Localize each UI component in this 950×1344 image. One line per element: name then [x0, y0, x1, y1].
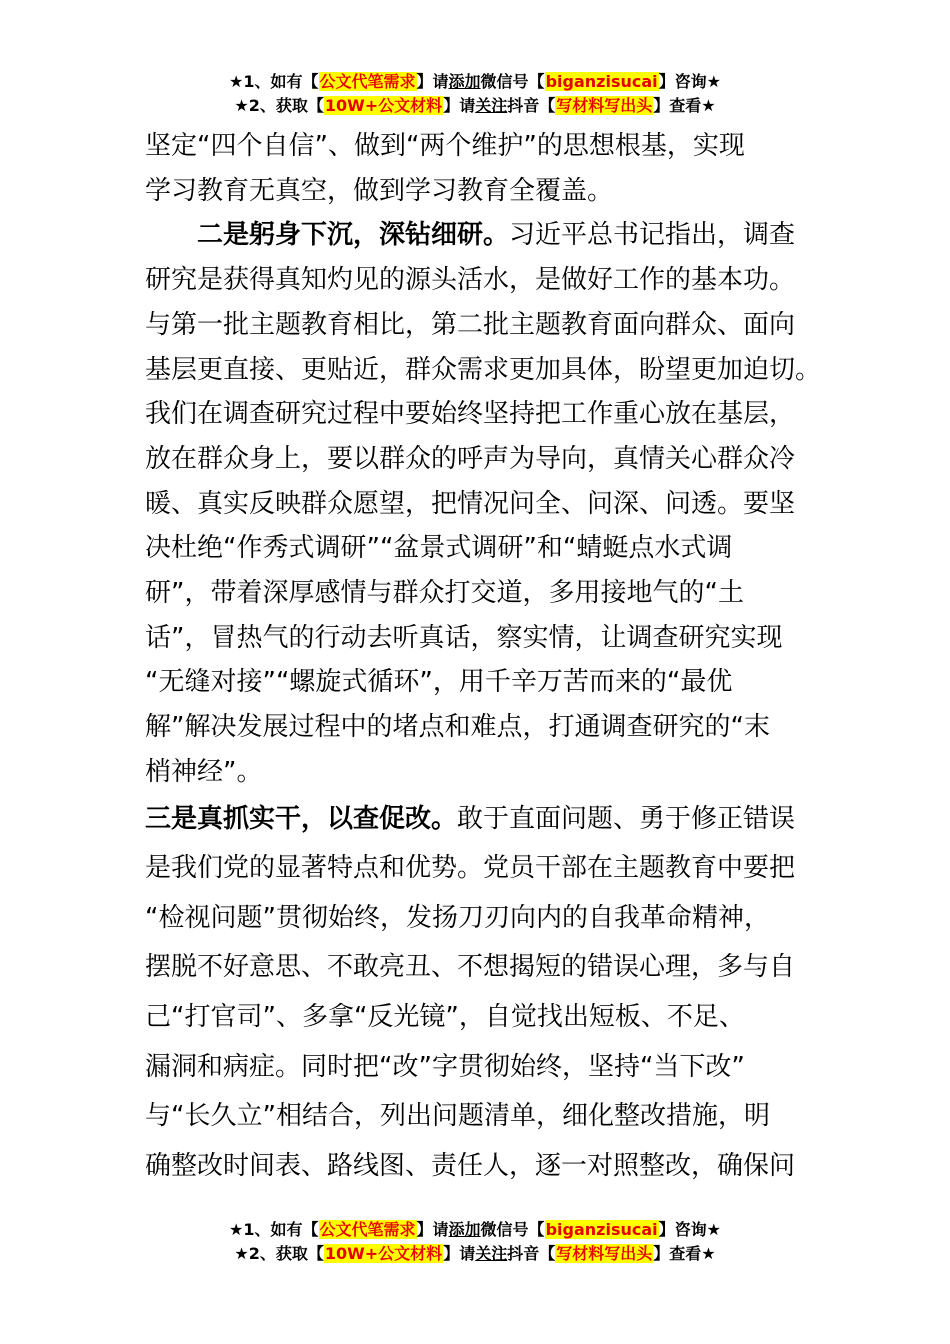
banner-line-2	[0, 1242, 950, 1266]
banner-underline: 添加	[448, 72, 481, 91]
footer-banner	[0, 1218, 950, 1266]
section-heading: 三是真抓实干，以查促改。	[145, 803, 458, 834]
banner-underline: 添加	[448, 1220, 481, 1239]
banner-highlight: biganzisucai	[545, 72, 658, 91]
text-line: 放在群众身上，要以群众的呼声为导向，真情关心群众冷	[145, 443, 796, 474]
text-line	[145, 213, 795, 258]
banner-line-1	[0, 70, 950, 94]
text-line: 研究是获得真知灼见的源头活水，是做好工作的基本功。	[145, 265, 796, 296]
text-line: 决杜绝“作秀式调研”“盆景式调研”和“蜻蜓点水式调	[145, 533, 733, 564]
text-line	[145, 795, 795, 845]
banner-highlight: 公文代笔需求	[319, 1220, 416, 1239]
banner-line-2	[0, 94, 950, 118]
paragraph-3	[145, 795, 795, 1192]
text-line: 学习教育无真空，做到学习教育全覆盖。	[145, 175, 614, 206]
text-line: 研”，带着深厚感情与群众打交道，多用接地气的“土	[145, 578, 744, 609]
banner-text: 】查看★	[653, 1244, 716, 1263]
banner-text: 】咨询★	[658, 1220, 721, 1239]
text-line: “无缝对接”“螺旋式循环”，用千辛万苦而来的“最优	[145, 667, 733, 698]
text-run: 敢于直面问题、勇于修正错误	[457, 803, 796, 834]
text-line: 确整改时间表、路线图、责任人，逐一对照整改，确保问	[145, 1150, 796, 1181]
text-line: 坚定“四个自信”、做到“两个维护”的思想根基，实现	[145, 131, 745, 161]
section-heading: 二是躬身下沉，深钻细研。	[197, 220, 510, 251]
banner-text: ★1、如有【	[229, 72, 319, 91]
text-line: “检视问题”贯彻始终，发扬刀刃向内的自我革命精神，	[145, 902, 770, 933]
banner-text: 】请	[416, 1220, 449, 1239]
text-line: 基层更直接、更贴近，群众需求更加具体，盼望更加迫切。	[145, 354, 822, 385]
banner-highlight: 10W+公文材料	[324, 1244, 443, 1263]
banner-text: 微信号【	[480, 72, 545, 91]
banner-underline: 关注	[475, 96, 508, 115]
banner-highlight: 10W+公文材料	[324, 96, 443, 115]
banner-text: ★2、获取【	[234, 1244, 324, 1263]
banner-text: 】咨询★	[658, 72, 721, 91]
banner-text: 】请	[443, 1244, 476, 1263]
banner-highlight: biganzisucai	[545, 1220, 658, 1239]
text-line: 与第一批主题教育相比，第二批主题教育面向群众、面向	[145, 309, 796, 340]
banner-text: 抖音【	[507, 96, 556, 115]
text-run: 习近平总书记指出，调查	[509, 220, 796, 251]
banner-text: 】查看★	[653, 96, 716, 115]
paragraph-2	[145, 213, 822, 794]
text-line: 与“长久立”相结合，列出问题清单，细化整改措施，明	[145, 1101, 770, 1132]
banner-text: 微信号【	[480, 1220, 545, 1239]
banner-text: 】请	[416, 72, 449, 91]
text-line: 暖、真实反映群众愿望，把情况问全、问深、问透。要坚	[145, 488, 796, 519]
banner-text: ★2、获取【	[234, 96, 324, 115]
text-line: 漏洞和病症。同时把“改”字贯彻始终，坚持“当下改”	[145, 1051, 745, 1082]
banner-underline: 关注	[475, 1244, 508, 1263]
text-line: 摆脱不好意思、不敢亮丑、不想揭短的错误心理，多与自	[145, 952, 796, 983]
paragraph-1	[145, 124, 795, 213]
banner-highlight: 写材料写出头	[556, 96, 653, 115]
text-line: 是我们党的显著特点和优势。党员干部在主题教育中要把	[145, 853, 796, 884]
text-line: 己“打官司”、多拿“反光镜”，自觉找出短板、不足、	[145, 1001, 745, 1032]
banner-highlight: 公文代笔需求	[319, 72, 416, 91]
banner-highlight: 写材料写出头	[556, 1244, 653, 1263]
banner-line-1	[0, 1218, 950, 1242]
header-banner	[0, 70, 950, 118]
text-line: 话”，冒热气的行动去听真话，察实情，让调查研究实现	[145, 622, 783, 653]
banner-text: ★1、如有【	[229, 1220, 319, 1239]
text-line: 我们在调查研究过程中要始终坚持把工作重心放在基层，	[145, 399, 796, 430]
banner-text: 抖音【	[507, 1244, 556, 1263]
text-line: 梢神经”。	[145, 756, 263, 787]
text-line: 解”解决发展过程中的堵点和难点，打通调查研究的“末	[145, 712, 770, 743]
document-body	[145, 124, 822, 1191]
banner-text: 】请	[443, 96, 476, 115]
